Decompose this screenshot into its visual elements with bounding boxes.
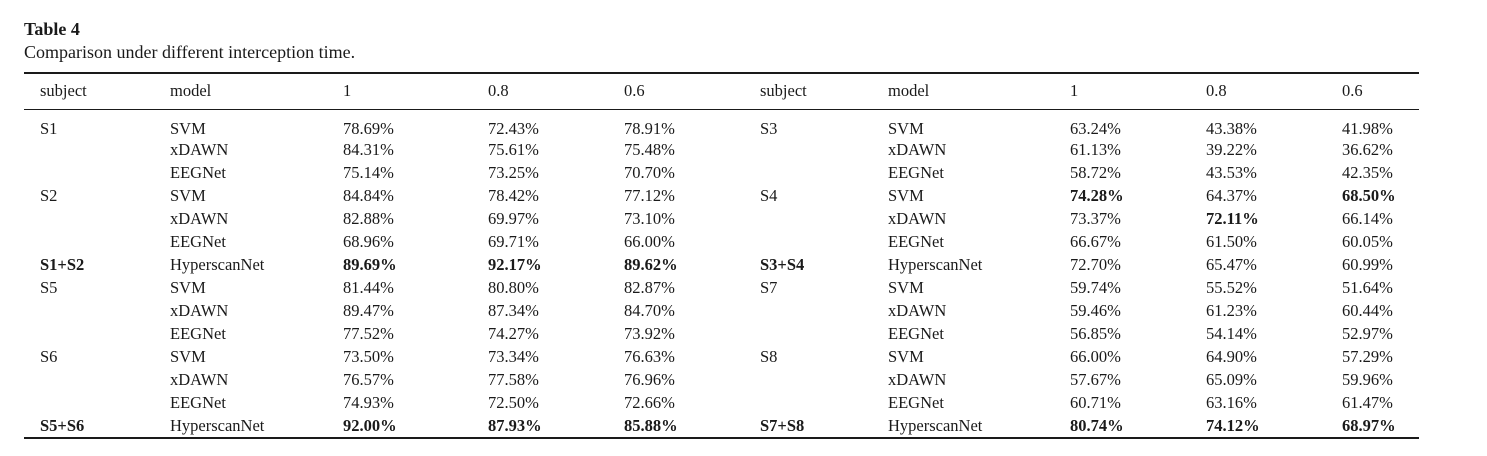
accuracy-cell: 76.63% bbox=[624, 347, 675, 366]
accuracy-cell: 82.88% bbox=[343, 209, 394, 228]
table-label: Table 4 bbox=[24, 19, 80, 39]
subject-cell: S6 bbox=[40, 347, 58, 366]
table-body bbox=[24, 109, 1419, 438]
model-cell: SVM bbox=[888, 347, 924, 366]
accuracy-cell: 75.61% bbox=[488, 140, 539, 159]
accuracy-cell: 43.53% bbox=[1206, 163, 1257, 182]
accuracy-cell: 72.11% bbox=[1206, 209, 1259, 228]
model-cell: EEGNet bbox=[170, 232, 226, 251]
accuracy-cell: 55.52% bbox=[1206, 278, 1257, 297]
accuracy-cell: 64.37% bbox=[1206, 186, 1257, 205]
accuracy-cell: 75.14% bbox=[343, 163, 394, 182]
accuracy-cell: 56.85% bbox=[1070, 324, 1121, 343]
accuracy-cell: 57.67% bbox=[1070, 370, 1121, 389]
subject-cell bbox=[760, 231, 888, 254]
table-header bbox=[24, 73, 1419, 109]
accuracy-cell: 72.43% bbox=[488, 118, 539, 138]
accuracy-cell: 77.58% bbox=[488, 370, 539, 389]
model-cell: HyperscanNet bbox=[888, 415, 983, 435]
subject-cell bbox=[760, 162, 888, 185]
accuracy-cell: 92.00% bbox=[343, 415, 397, 435]
accuracy-cell: 89.62% bbox=[624, 255, 678, 274]
accuracy-cell: 73.50% bbox=[343, 347, 394, 366]
table-row bbox=[24, 185, 1419, 208]
accuracy-cell: 66.67% bbox=[1070, 232, 1121, 251]
accuracy-cell: 63.24% bbox=[1070, 118, 1121, 138]
accuracy-cell: 73.25% bbox=[488, 163, 539, 182]
model-cell: SVM bbox=[170, 186, 206, 205]
model-cell: xDAWN bbox=[888, 209, 947, 228]
model-cell: xDAWN bbox=[170, 209, 229, 228]
table-row bbox=[24, 109, 1419, 139]
accuracy-cell: 60.99% bbox=[1342, 255, 1393, 274]
model-cell: SVM bbox=[170, 278, 206, 297]
accuracy-cell: 75.48% bbox=[624, 140, 675, 159]
subject-cell bbox=[24, 162, 170, 185]
table-row bbox=[24, 139, 1419, 162]
column-header: 1 bbox=[1070, 81, 1079, 101]
accuracy-cell: 61.50% bbox=[1206, 232, 1257, 251]
subject-cell bbox=[760, 300, 888, 323]
accuracy-cell: 92.17% bbox=[488, 255, 542, 274]
subject-cell: S7 bbox=[760, 278, 778, 297]
accuracy-cell: 66.00% bbox=[1070, 347, 1121, 366]
accuracy-cell: 74.27% bbox=[488, 324, 539, 343]
accuracy-cell: 69.97% bbox=[488, 209, 539, 228]
accuracy-cell: 73.92% bbox=[624, 324, 675, 343]
accuracy-cell: 66.14% bbox=[1342, 209, 1393, 228]
column-header: 0.8 bbox=[1206, 81, 1227, 101]
accuracy-cell: 59.74% bbox=[1070, 278, 1121, 297]
subject-cell bbox=[760, 208, 888, 231]
accuracy-cell: 74.93% bbox=[343, 393, 394, 412]
accuracy-cell: 78.91% bbox=[624, 118, 675, 138]
accuracy-cell: 74.28% bbox=[1070, 186, 1124, 205]
accuracy-cell: 66.00% bbox=[624, 232, 675, 251]
subject-cell: S1 bbox=[40, 118, 58, 138]
accuracy-cell: 52.97% bbox=[1342, 324, 1393, 343]
accuracy-cell: 77.12% bbox=[624, 186, 675, 205]
subject-cell bbox=[760, 369, 888, 392]
table-title: Comparison under different interception time. bbox=[24, 42, 356, 62]
accuracy-cell: 80.80% bbox=[488, 278, 539, 297]
column-header: subject bbox=[40, 81, 87, 101]
column-header: 0.6 bbox=[624, 81, 645, 101]
accuracy-cell: 41.98% bbox=[1342, 118, 1393, 138]
accuracy-cell: 89.69% bbox=[343, 255, 397, 274]
accuracy-cell: 65.09% bbox=[1206, 370, 1257, 389]
subject-cell: S2 bbox=[40, 186, 58, 205]
table-row bbox=[24, 277, 1419, 300]
accuracy-cell: 60.71% bbox=[1070, 393, 1121, 412]
model-cell: EEGNet bbox=[888, 232, 944, 251]
model-cell: xDAWN bbox=[170, 301, 229, 320]
subject-cell bbox=[24, 208, 170, 231]
table-row bbox=[24, 208, 1419, 231]
accuracy-cell: 68.50% bbox=[1342, 186, 1396, 205]
model-cell: HyperscanNet bbox=[170, 255, 265, 274]
column-header: subject bbox=[760, 81, 807, 101]
accuracy-cell: 39.22% bbox=[1206, 140, 1257, 159]
model-cell: EEGNet bbox=[170, 324, 226, 343]
accuracy-cell: 64.90% bbox=[1206, 347, 1257, 366]
column-header: 0.6 bbox=[1342, 81, 1363, 101]
accuracy-cell: 76.96% bbox=[624, 370, 675, 389]
accuracy-cell: 73.34% bbox=[488, 347, 539, 366]
accuracy-cell: 73.37% bbox=[1070, 209, 1121, 228]
table-row bbox=[24, 369, 1419, 392]
subject-cell bbox=[24, 139, 170, 162]
model-cell: xDAWN bbox=[888, 370, 947, 389]
subject-cell: S1+S2 bbox=[40, 255, 85, 274]
accuracy-cell: 61.23% bbox=[1206, 301, 1257, 320]
subject-cell bbox=[760, 392, 888, 415]
accuracy-cell: 72.50% bbox=[488, 393, 539, 412]
subject-cell bbox=[24, 300, 170, 323]
table-row bbox=[24, 346, 1419, 369]
accuracy-cell: 73.10% bbox=[624, 209, 675, 228]
model-cell: SVM bbox=[170, 118, 206, 138]
accuracy-cell: 68.97% bbox=[1342, 415, 1396, 435]
accuracy-cell: 84.31% bbox=[343, 140, 394, 159]
subject-cell bbox=[24, 392, 170, 415]
subject-cell bbox=[760, 323, 888, 346]
table-row bbox=[24, 300, 1419, 323]
model-cell: EEGNet bbox=[888, 393, 944, 412]
accuracy-cell: 80.74% bbox=[1070, 415, 1124, 435]
accuracy-cell: 65.47% bbox=[1206, 255, 1257, 274]
accuracy-cell: 59.96% bbox=[1342, 370, 1393, 389]
accuracy-cell: 61.13% bbox=[1070, 140, 1121, 159]
header-row bbox=[24, 73, 1419, 109]
model-cell: HyperscanNet bbox=[170, 415, 265, 435]
accuracy-cell: 72.70% bbox=[1070, 255, 1121, 274]
accuracy-cell: 51.64% bbox=[1342, 278, 1393, 297]
subject-cell: S5 bbox=[40, 278, 58, 297]
accuracy-cell: 63.16% bbox=[1206, 393, 1257, 412]
subject-cell bbox=[760, 139, 888, 162]
subject-cell: S5+S6 bbox=[40, 415, 85, 435]
accuracy-cell: 70.70% bbox=[624, 163, 675, 182]
subject-cell: S3+S4 bbox=[760, 255, 805, 274]
model-cell: EEGNet bbox=[888, 324, 944, 343]
subject-cell: S8 bbox=[760, 347, 778, 366]
accuracy-cell: 78.69% bbox=[343, 118, 394, 138]
accuracy-cell: 84.84% bbox=[343, 186, 394, 205]
accuracy-cell: 54.14% bbox=[1206, 324, 1257, 343]
subject-cell bbox=[24, 369, 170, 392]
accuracy-cell: 60.44% bbox=[1342, 301, 1393, 320]
subject-cell: S3 bbox=[760, 118, 778, 138]
column-header: model bbox=[888, 81, 930, 101]
accuracy-cell: 59.46% bbox=[1070, 301, 1121, 320]
accuracy-cell: 82.87% bbox=[624, 278, 675, 297]
accuracy-cell: 61.47% bbox=[1342, 393, 1393, 412]
accuracy-cell: 89.47% bbox=[343, 301, 394, 320]
model-cell: SVM bbox=[170, 347, 206, 366]
table-row bbox=[24, 323, 1419, 346]
model-cell: SVM bbox=[888, 118, 924, 138]
model-cell: HyperscanNet bbox=[888, 255, 983, 274]
subject-cell: S4 bbox=[760, 186, 778, 205]
subject-cell bbox=[24, 323, 170, 346]
column-header: model bbox=[170, 81, 212, 101]
table-row bbox=[24, 415, 1419, 438]
model-cell: EEGNet bbox=[888, 163, 944, 182]
column-header: 1 bbox=[343, 81, 352, 101]
table-row bbox=[24, 231, 1419, 254]
accuracy-cell: 57.29% bbox=[1342, 347, 1393, 366]
accuracy-cell: 85.88% bbox=[624, 415, 678, 435]
table-caption bbox=[24, 18, 355, 63]
model-cell: SVM bbox=[888, 186, 924, 205]
accuracy-cell: 76.57% bbox=[343, 370, 394, 389]
table-row bbox=[24, 162, 1419, 185]
model-cell: xDAWN bbox=[170, 370, 229, 389]
table-row bbox=[24, 392, 1419, 415]
accuracy-cell: 60.05% bbox=[1342, 232, 1393, 251]
table-row bbox=[24, 254, 1419, 277]
accuracy-cell: 69.71% bbox=[488, 232, 539, 251]
accuracy-cell: 42.35% bbox=[1342, 163, 1393, 182]
subject-cell: S7+S8 bbox=[760, 415, 805, 435]
comparison-table bbox=[24, 72, 1419, 439]
accuracy-cell: 74.12% bbox=[1206, 415, 1260, 435]
model-cell: xDAWN bbox=[888, 140, 947, 159]
accuracy-cell: 72.66% bbox=[624, 393, 675, 412]
accuracy-cell: 84.70% bbox=[624, 301, 675, 320]
accuracy-cell: 68.96% bbox=[343, 232, 394, 251]
accuracy-cell: 77.52% bbox=[343, 324, 394, 343]
subject-cell bbox=[24, 231, 170, 254]
accuracy-cell: 78.42% bbox=[488, 186, 539, 205]
model-cell: xDAWN bbox=[170, 140, 229, 159]
column-header: 0.8 bbox=[488, 81, 509, 101]
accuracy-cell: 36.62% bbox=[1342, 140, 1393, 159]
model-cell: EEGNet bbox=[170, 163, 226, 182]
accuracy-cell: 81.44% bbox=[343, 278, 394, 297]
model-cell: xDAWN bbox=[888, 301, 947, 320]
accuracy-cell: 87.34% bbox=[488, 301, 539, 320]
model-cell: SVM bbox=[888, 278, 924, 297]
accuracy-cell: 87.93% bbox=[488, 415, 542, 435]
accuracy-cell: 43.38% bbox=[1206, 118, 1257, 138]
accuracy-cell: 58.72% bbox=[1070, 163, 1121, 182]
model-cell: EEGNet bbox=[170, 393, 226, 412]
